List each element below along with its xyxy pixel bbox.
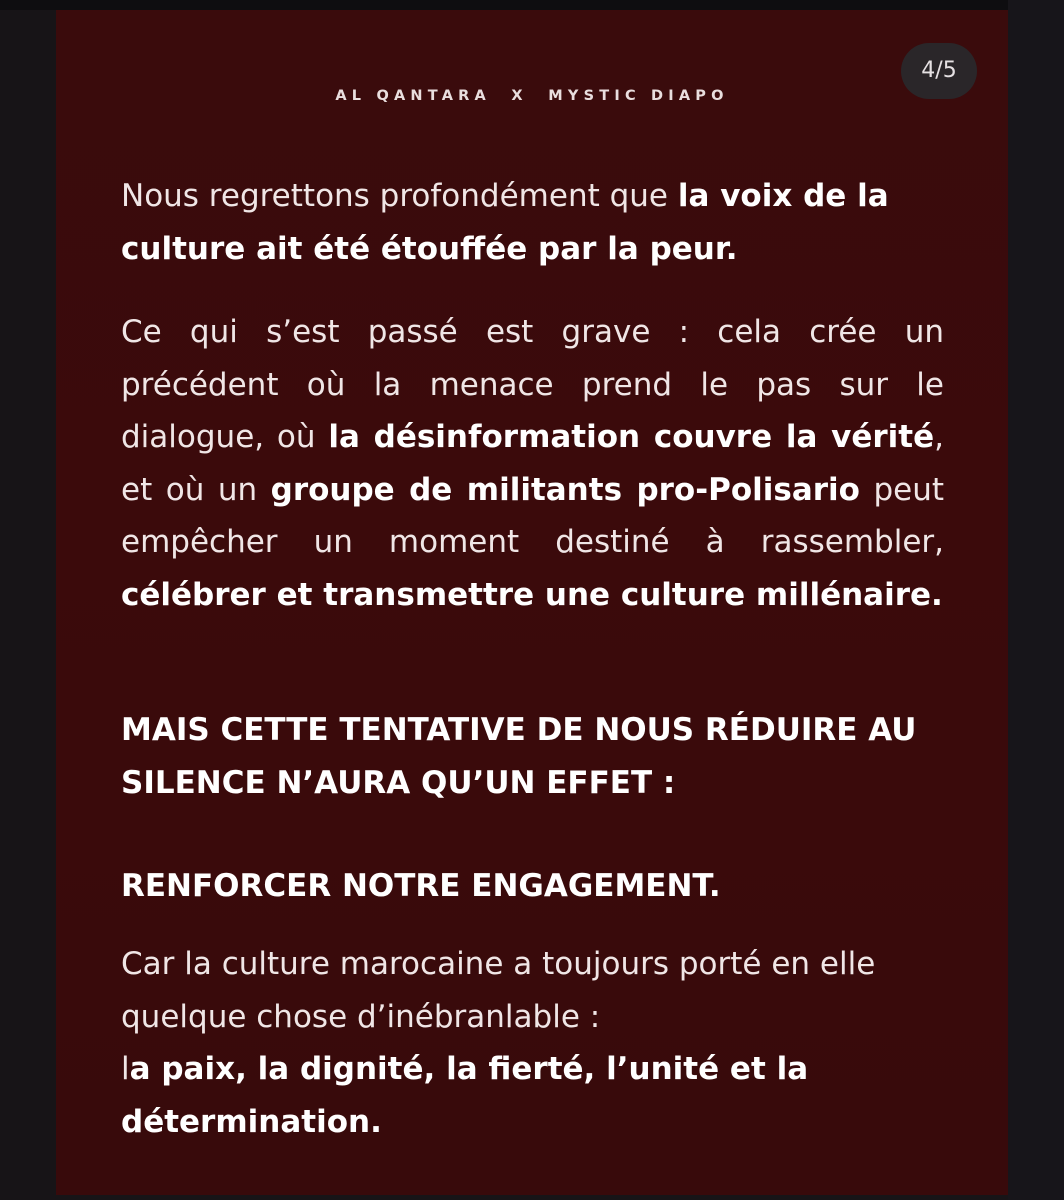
text-span: Nous regrettons profondément que	[121, 178, 678, 214]
top-strip	[0, 0, 1064, 10]
page-counter-badge: 4/5	[901, 43, 977, 99]
bold-span: groupe de militants pro-Polisario	[270, 471, 860, 508]
right-edge-strip	[1008, 0, 1064, 1200]
bold-span: RENFORCER NOTRE ENGAGEMENT.	[121, 868, 721, 904]
text-span: l	[121, 1051, 130, 1087]
paragraph-grave	[121, 306, 944, 621]
text-span: Ce qui s’est passé est grave : cela crée un précédent où la menace prend le pas sur le dialogue, où	[121, 314, 944, 455]
paragraph-culture	[121, 938, 944, 1148]
paragraph-silence	[121, 704, 944, 809]
bold-span: MAIS CETTE TENTATIVE DE NOUS RÉDUIRE AU SILENCE N’AURA QU’UN EFFET :	[121, 712, 917, 801]
text-span: peut empêcher un moment destiné à rassembler,	[121, 471, 944, 560]
text-span: , et où un	[121, 419, 944, 508]
carousel-slide[interactable]	[56, 10, 1008, 1195]
bold-span: la voix de la culture ait été étouffée par la peur.	[121, 178, 889, 267]
bold-span: la désinformation couvre la vérité	[328, 419, 935, 455]
paragraph-regret	[121, 170, 944, 275]
slide-header-brand: AL QANTARA X MYSTIC DIAPO	[335, 88, 729, 104]
paragraph-engagement	[121, 860, 944, 913]
text-span: Car la culture marocaine a toujours porté en elle quelque chose d’inébranlable :	[121, 946, 876, 1035]
bold-span: célébrer et transmettre une culture millénaire.	[121, 576, 943, 613]
bold-span: a paix, la dignité, la fierté, l’unité et la détermination.	[121, 1051, 809, 1140]
